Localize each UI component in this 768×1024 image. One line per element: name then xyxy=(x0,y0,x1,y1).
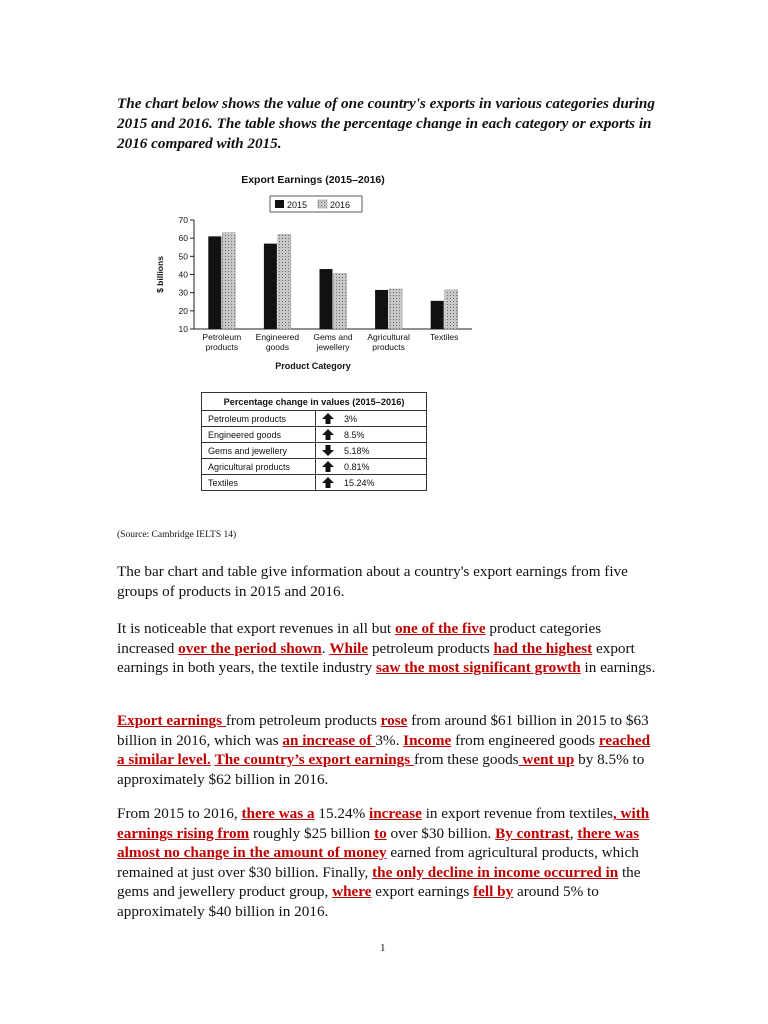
highlighted-phrase: reached a similar level. xyxy=(117,731,651,768)
x-tick-label: goods xyxy=(265,342,289,352)
legend-swatch-2015 xyxy=(275,200,284,208)
y-tick-label: 60 xyxy=(178,233,188,244)
highlighted-phrase: one of the five xyxy=(394,620,486,637)
table-cell-change xyxy=(316,459,427,475)
highlighted-phrase: the only decline in income occurred in xyxy=(372,863,619,881)
x-tick-label: Textiles xyxy=(430,332,459,342)
page-number: 1 xyxy=(380,942,386,954)
arrow-up-icon xyxy=(322,461,334,472)
text-run: 15.24% xyxy=(314,805,370,822)
bar-2015 xyxy=(375,290,388,329)
percentage-value: 5.18% xyxy=(344,446,370,456)
percentage-value: 3% xyxy=(344,414,358,424)
table-cell-change xyxy=(316,427,427,443)
highlighted-phrase: to xyxy=(374,824,387,842)
table-row xyxy=(202,459,427,475)
text-run: From 2015 to 2016, xyxy=(117,805,242,822)
highlighted-phrase: , with xyxy=(612,805,650,822)
y-tick-label: 50 xyxy=(178,251,188,262)
table-cell-category: Gems and jewellery xyxy=(202,443,316,459)
text-run: It is noticeable that export revenues in all but xyxy=(117,620,395,637)
bar-2016 xyxy=(445,290,458,329)
table-row xyxy=(202,475,427,491)
percentage-value: 8.5% xyxy=(344,430,365,440)
text-run: 3%. xyxy=(375,731,404,749)
highlighted-phrase: saw the most significant growth xyxy=(375,659,581,676)
bar-2016 xyxy=(334,274,347,329)
text-run: in export revenue from textiles xyxy=(421,805,613,822)
highlighted-phrase: increase xyxy=(369,805,422,822)
paragraph-intro xyxy=(117,562,657,601)
text-run: export earnings in both years, the textile industry xyxy=(117,639,635,676)
highlighted-phrase: earnings rising from xyxy=(117,824,250,842)
source-citation: (Source: Cambridge IELTS 14) xyxy=(117,530,237,540)
text-run: from petroleum products xyxy=(225,712,381,729)
text-run: over $30 billion. xyxy=(386,824,496,842)
y-tick-label: 20 xyxy=(178,305,188,316)
table-cell-category: Textiles xyxy=(202,475,316,491)
bar-2015 xyxy=(431,301,444,329)
highlighted-phrase: there was almost no change in the amount of money xyxy=(117,824,640,861)
text-run: roughly $25 billion xyxy=(249,824,375,842)
highlighted-phrase: rose xyxy=(380,712,408,729)
text-run: by 8.5% to approximately $62 billion in 2016. xyxy=(117,751,645,788)
x-tick-label: jewellery xyxy=(316,342,350,352)
text-run: in earnings. xyxy=(580,659,656,676)
table-row xyxy=(202,427,427,443)
bar-chart xyxy=(150,166,480,378)
chart-title: Export Earnings (2015–2016) xyxy=(241,174,385,186)
highlighted-phrase: had the highest xyxy=(493,639,593,657)
arrow-up-icon xyxy=(322,477,334,488)
text-run: export earnings xyxy=(371,883,474,900)
x-tick-label: Petroleum xyxy=(202,332,242,342)
highlighted-phrase: went up xyxy=(518,751,575,768)
text-run: petroleum products xyxy=(368,639,494,657)
percentage-value: 0.81% xyxy=(344,462,370,472)
table-cell-change xyxy=(316,411,427,427)
y-axis-label: $ billions xyxy=(155,256,165,293)
highlighted-phrase: there was a xyxy=(241,805,315,822)
text-run: from around $61 billion in 2015 to $63 billion in 2016, which was xyxy=(117,712,649,749)
table-header: Percentage change in values (2015–2016) xyxy=(202,393,427,411)
paragraph-detail-1 xyxy=(117,711,657,789)
table-cell-change xyxy=(316,475,427,491)
text-run: product categories increased xyxy=(117,620,602,657)
percentage-value: 15.24% xyxy=(344,478,375,488)
legend-label: 2015 xyxy=(287,200,308,210)
bar-2016 xyxy=(389,289,402,329)
text-run: , xyxy=(569,824,578,842)
arrow-up-icon xyxy=(322,413,334,424)
x-axis-label: Product Category xyxy=(275,361,351,371)
bar-chart-svg xyxy=(150,166,480,378)
paragraph-overview xyxy=(117,619,657,678)
y-tick-label: 40 xyxy=(178,269,188,280)
highlighted-phrase: an increase of xyxy=(282,731,376,749)
x-tick-label: products xyxy=(205,342,239,352)
bar-2016 xyxy=(222,233,235,329)
bar-2015 xyxy=(320,269,333,329)
highlighted-phrase: While xyxy=(329,639,369,657)
task-prompt: The chart below shows the value of one country's exports in various categories during 2015 and 2016. The table shows the percentage change in each category or exports in 2016 compared with 2015. xyxy=(117,95,655,152)
table-cell-category: Engineered goods xyxy=(202,427,316,443)
x-tick-label: Gems and xyxy=(313,332,353,342)
table-cell-category: Petroleum products xyxy=(202,411,316,427)
bar-2015 xyxy=(208,236,221,329)
highlighted-phrase: Income xyxy=(403,731,452,749)
text-run: earned from agricultural products, which remained at just over $30 billion. Finally, xyxy=(117,844,639,881)
arrow-up-icon xyxy=(322,429,334,440)
table-row xyxy=(202,443,427,459)
highlighted-phrase: The country’s export earnings xyxy=(214,751,414,768)
text-run: . xyxy=(321,639,330,657)
text-run: The bar chart and table give information about a country's export earnings from five groups of products in 2015 and 2016. xyxy=(117,563,628,600)
bar-2016 xyxy=(278,235,291,329)
paragraph-detail-2 xyxy=(117,804,657,921)
bar-2015 xyxy=(264,244,277,329)
table-cell-change xyxy=(316,443,427,459)
arrow-down-icon xyxy=(322,445,334,456)
legend-label: 2016 xyxy=(330,200,351,210)
highlighted-phrase: over the period shown xyxy=(178,639,322,657)
y-tick-label: 10 xyxy=(178,324,188,334)
percentage-change-table xyxy=(201,392,427,491)
highlighted-phrase: Export earnings xyxy=(117,712,226,729)
y-tick-label: 70 xyxy=(178,215,188,225)
table-cell-category: Agricultural products xyxy=(202,459,316,475)
highlighted-phrase: where xyxy=(332,883,372,900)
highlighted-phrase: fell by xyxy=(473,883,514,900)
table-row xyxy=(202,411,427,427)
x-tick-label: Agricultural xyxy=(367,332,410,342)
x-tick-label: Engineered xyxy=(255,332,300,342)
text-run: around 5% to approximately $40 billion in 2016. xyxy=(117,883,599,920)
text-run: from these goods xyxy=(413,751,519,768)
text-run: the gems and jewellery product group, xyxy=(117,863,641,900)
text-run: from engineered goods xyxy=(451,731,599,749)
legend-swatch-2016 xyxy=(318,200,327,208)
x-tick-label: products xyxy=(372,342,405,352)
y-tick-label: 30 xyxy=(178,287,188,298)
highlighted-phrase: By contrast xyxy=(495,824,570,842)
